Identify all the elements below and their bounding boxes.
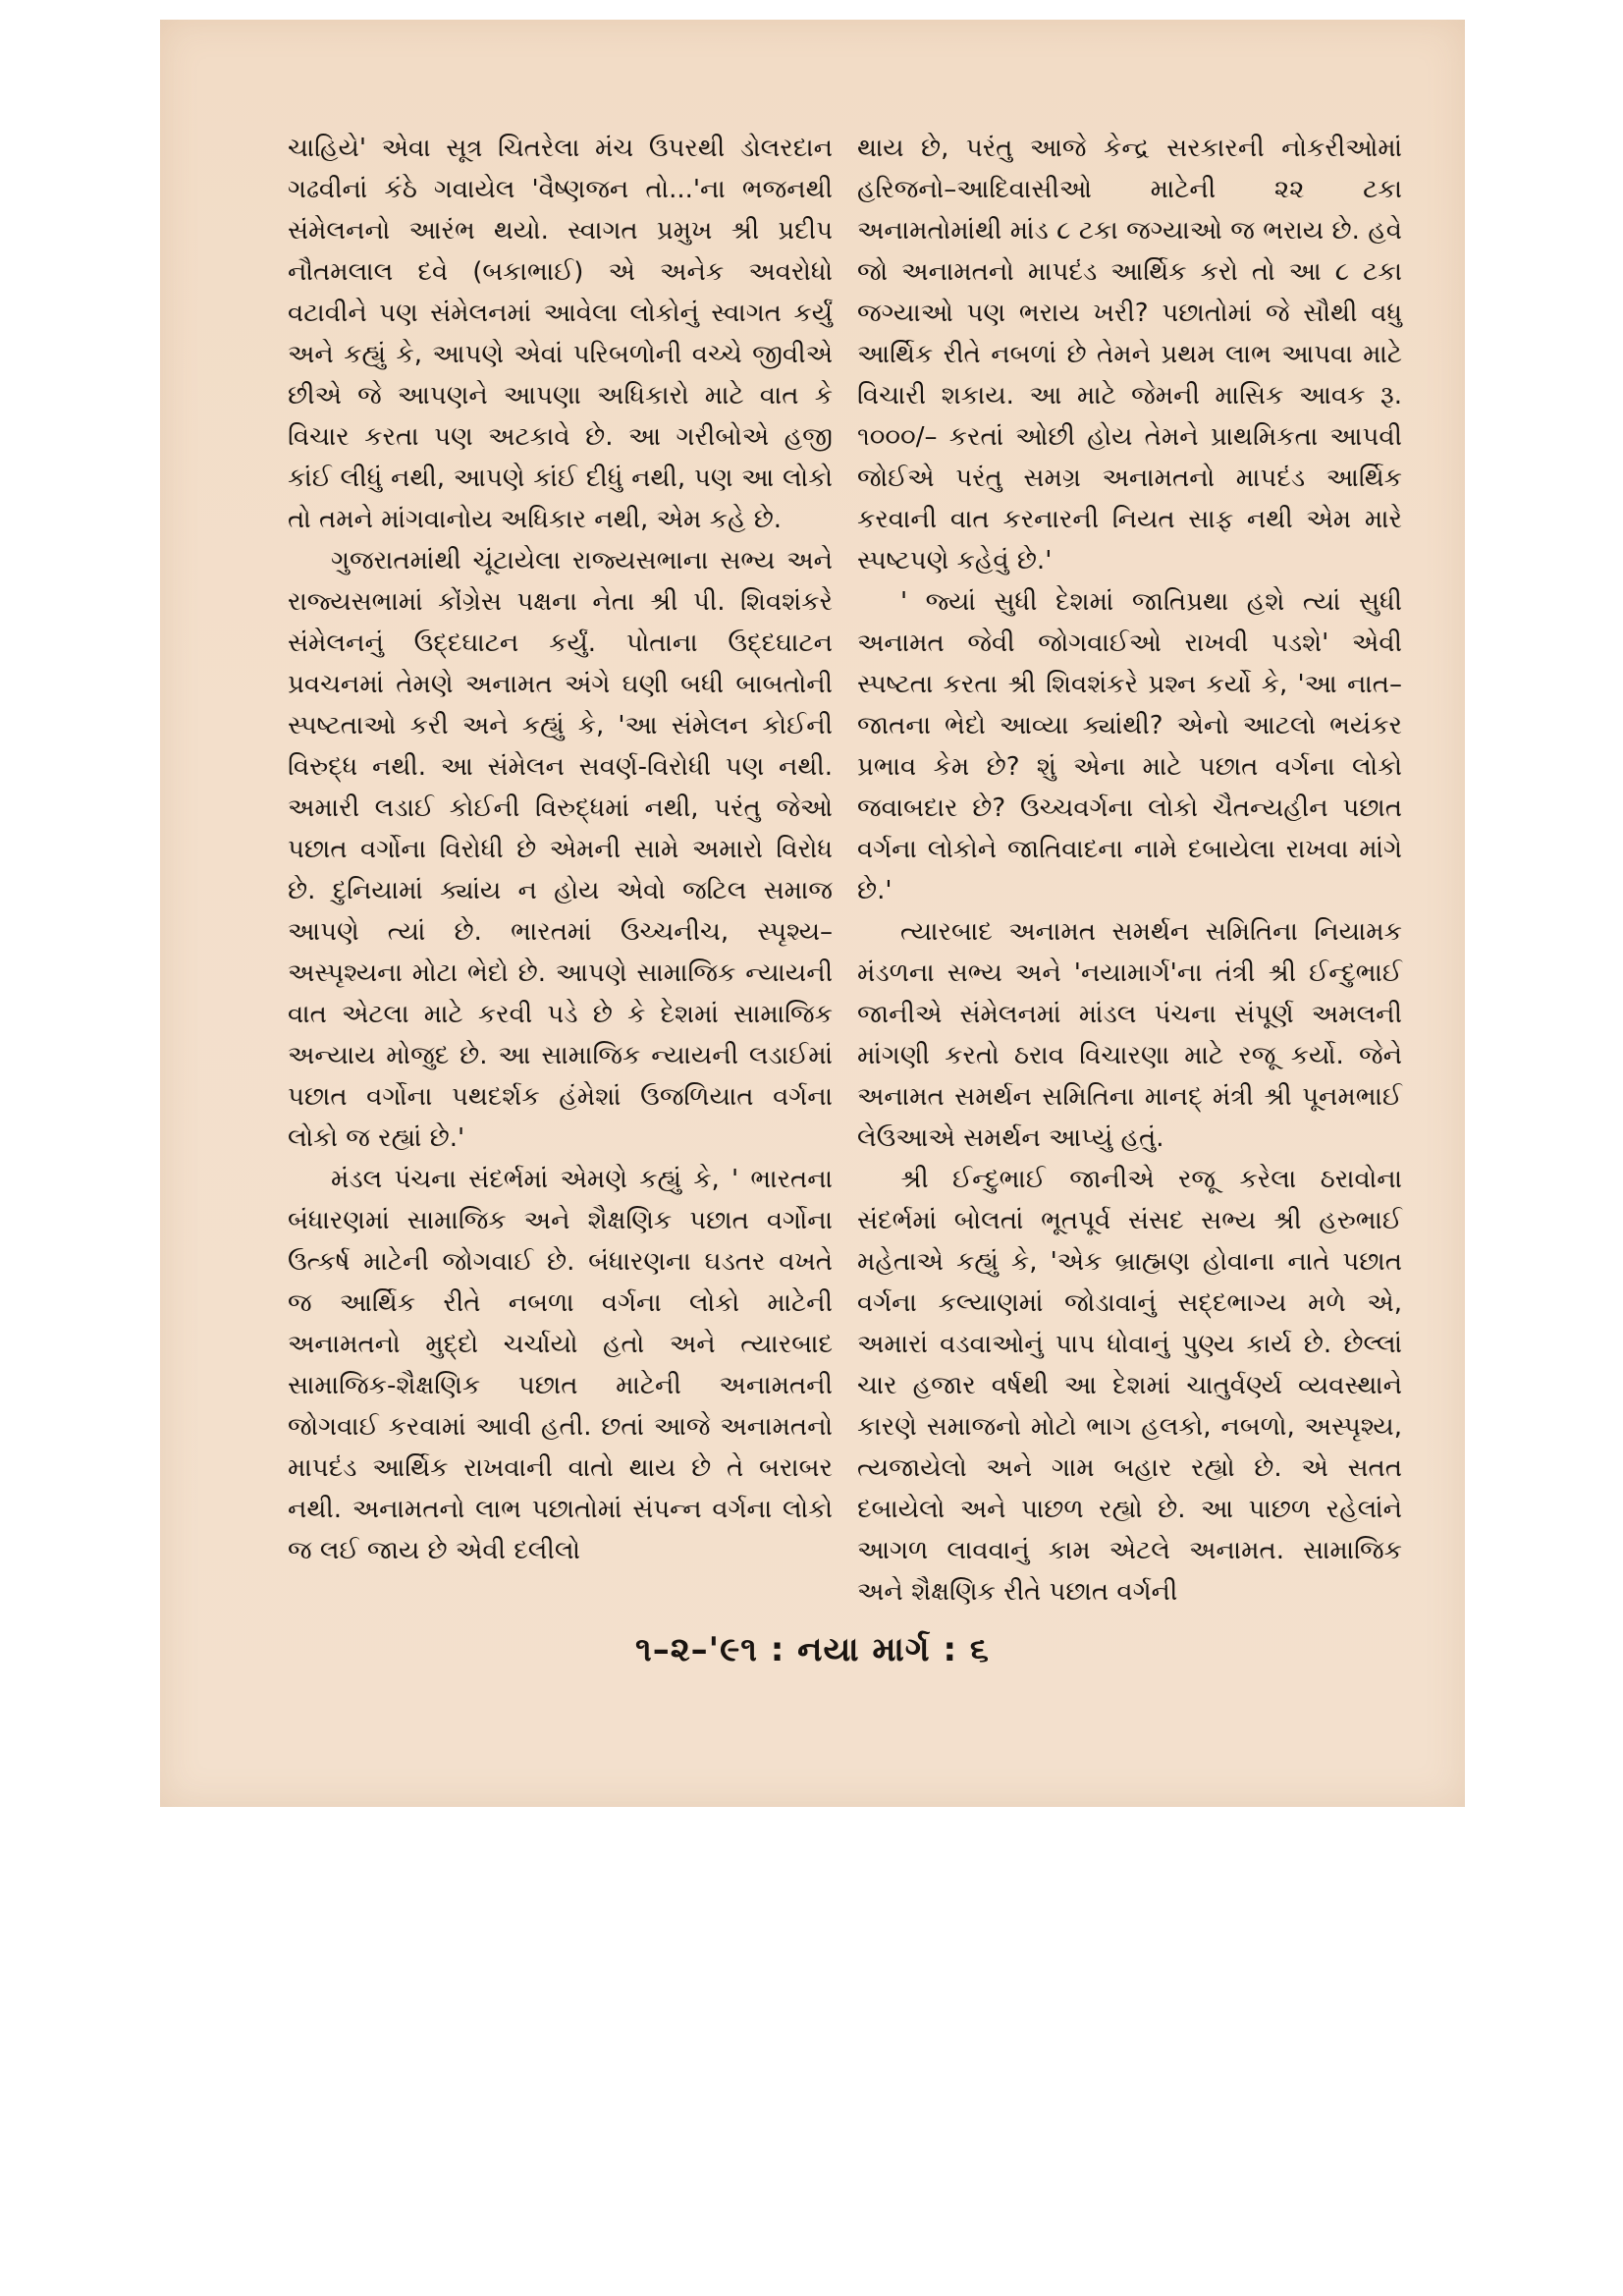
right-paragraph-3: ત્યારબાદ અનામત સમર્થન સમિતિના નિયામક મંડળના સભ્ય અને 'નયામાર્ગ'ના તંત્રી શ્રી ઈન્દુભાઈ જાનીએ સંમેલનમાં માંડલ પંચના સંપૂર્ણ અમલની માંગણી કરતો ઠરાવ વિચારણા માટે રજૂ કર્યો. જેને અનામત સમર્થન સમિતિના માનદ્ મંત્રી શ્રી પૂનમભાઈ લેઉઆએ સમર્થન આપ્યું હતું. (857, 917, 1402, 1153)
right-paragraph-1: થાય છે, પરંતુ આજે કેન્દ્ર સરકારની નોકરીઓમાં હરિજનો–આદિવાસીઓ માટેની ૨૨ ટકા અનામતોમાંથી માંડ ૮ ટકા જગ્યાઓ જ ભરાય છે. હવે જો અનામતનો માપદંડ આર્થિક કરો તો આ ૮ ટકા જગ્યાઓ પણ ભરાય ખરી? પછાતોમાં જે સૌથી વધુ આર્થિક રીતે નબળાં છે તેમને પ્રથમ લાભ આપવા માટે વિચારી શકાય. આ માટે જેમની માસિક આવક રૂ. ૧૦૦૦/– કરતાં ઓછી હોય તેમને પ્રાથમિકતા આપવી જોઈએ પરંતુ સમગ્ર અનામતનો માપદંડ આર્થિક કરવાની વાત કરનારની નિયત સાફ નથી એમ મારે સ્પષ્ટપણે કહેવું છે.' (857, 134, 1402, 575)
scanned-page (160, 20, 1465, 1807)
left-paragraph-3: મંડલ પંચના સંદર્ભમાં એમણે કહ્યું કે, ' ભારતના બંધારણમાં સામાજિક અને શૈક્ષણિક પછાત વર્ગોના ઉત્કર્ષ માટેની જોગવાઈ છે. બંધારણના ઘડતર વખતે જ આર્થિક રીતે નબળા વર્ગના લોકો માટેની અનામતનો મુદ્દો ચર્ચાયો હતો અને ત્યારબાદ સામાજિક-શૈક્ષણિક પછાત માટેની અનામતની જોગવાઈ કરવામાં આવી હતી. છતાં આજે અનામતનો માપદંડ આર્થિક રાખવાની વાતો થાય છે તે બરાબર નથી. અનામતનો લાભ પછાતોમાં સંપન્ન વર્ગના લોકો જ લઈ જાય છે એવી દલીલો (288, 1165, 833, 1565)
left-paragraph-2: ગુજરાતમાંથી ચૂંટાયેલા રાજ્યસભાના સભ્ય અને રાજ્યસભામાં કોંગ્રેસ પક્ષના નેતા શ્રી પી. શિવશંકરે સંમેલનનું ઉદ્દઘાટન કર્યું. પોતાના ઉદ્દઘાટન પ્રવચનમાં તેમણે અનામત અંગે ઘણી બધી બાબતોની સ્પષ્ટતાઓ કરી અને કહ્યું કે, 'આ સંમેલન કોઈની વિરુદ્ધ નથી. આ સંમેલન સવર્ણ-વિરોધી પણ નથી. અમારી લડાઈ કોઈની વિરુદ્ધમાં નથી, પરંતુ જેઓ પછાત વર્ગોના વિરોધી છે એમની સામે અમારો વિરોધ છે. દુનિયામાં ક્યાંય ન હોય એવો જટિલ સમાજ આપણે ત્યાં છે. ભારતમાં ઉચ્ચનીચ, સ્પૃશ્ય–અસ્પૃશ્યના મોટા ભેદો છે. આપણે સામાજિક ન્યાયની વાત એટલા માટે કરવી પડે છે કે દેશમાં સામાજિક અન્યાય મોજુદ છે. આ સામાજિક ન્યાયની લડાઈમાં પછાત વર્ગોના પથદર્શક હંમેશાં ઉજળિયાત વર્ગના લોકો જ રહ્યાં છે.' (288, 546, 833, 1153)
right-column (857, 128, 1402, 1613)
right-paragraph-2: ' જ્યાં સુધી દેશમાં જાતિપ્રથા હશે ત્યાં સુધી અનામત જેવી જોગવાઈઓ રાખવી પડશે' એવી સ્પષ્ટતા કરતા શ્રી શિવશંકરે પ્રશ્ન કર્યો કે, 'આ નાત–જાતના ભેદો આવ્યા ક્યાંથી? એનો આટલો ભયંકર પ્રભાવ કેમ છે? શું એના માટે પછાત વર્ગના લોકો જવાબદાર છે? ઉચ્ચવર્ગના લોકો ચૈતન્યહીન પછાત વર્ગના લોકોને જાતિવાદના નામે દબાયેલા રાખવા માંગે છે.' (857, 587, 1402, 905)
left-paragraph-1: ચાહિયે' એવા સૂત્ર ચિતરેલા મંચ ઉપરથી ડોલરદાન ગઢવીનાં કંઠે ગવાયેલ 'વૈષ્ણજન તો...'ના ભજનથી સંમેલનનો આરંભ થયો. સ્વાગત પ્રમુખ શ્રી પ્રદીપ નૌતમલાલ દવે (બકાભાઈ) એ અનેક અવરોધો વટાવીને પણ સંમેલનમાં આવેલા લોકોનું સ્વાગત કર્યું અને કહ્યું કે, આપણે એવાં પરિબળોની વચ્ચે જીવીએ છીએ જે આપણને આપણા અધિકારો માટે વાત કે વિચાર કરતા પણ અટકાવે છે. આ ગરીબોએ હજી કાંઈ લીધું નથી, આપણે કાંઈ દીધું નથી, પણ આ લોકો તો તમને માંગવાનોય અધિકાર નથી, એમ કહે છે. (288, 134, 833, 534)
page-footer: ૧–૨–'૯૧ : નયા માર્ગ : ૬ (635, 1630, 990, 1669)
right-paragraph-4: શ્રી ઈન્દુભાઈ જાનીએ રજૂ કરેલા ઠરાવોના સંદર્ભમાં બોલતાં ભૂતપૂર્વ સંસદ સભ્ય શ્રી હરુભાઈ મહેતાએ કહ્યું કે, 'એક બ્રાહ્મણ હોવાના નાતે પછાત વર્ગના કલ્યાણમાં જોડાવાનું સદ્દભાગ્ય મળે એ, અમારાં વડવાઓનું પાપ ધોવાનું પુણ્ય કાર્ય છે. છેલ્લાં ચાર હજાર વર્ષથી આ દેશમાં ચાતુર્વર્ણ્ય વ્યવસ્થાને કારણે સમાજનો મોટો ભાગ હલકો, નબળો, અસ્પૃશ્ય, ત્યજાયેલો અને ગામ બહાર રહ્યો છે. એ સતત દબાયેલો અને પાછળ રહ્યો છે. આ પાછળ રહેલાંને આગળ લાવવાનું કામ એટલે અનામત. સામાજિક અને શૈક્ષણિક રીતે પછાત વર્ગની (857, 1165, 1402, 1607)
left-column (288, 128, 833, 1571)
